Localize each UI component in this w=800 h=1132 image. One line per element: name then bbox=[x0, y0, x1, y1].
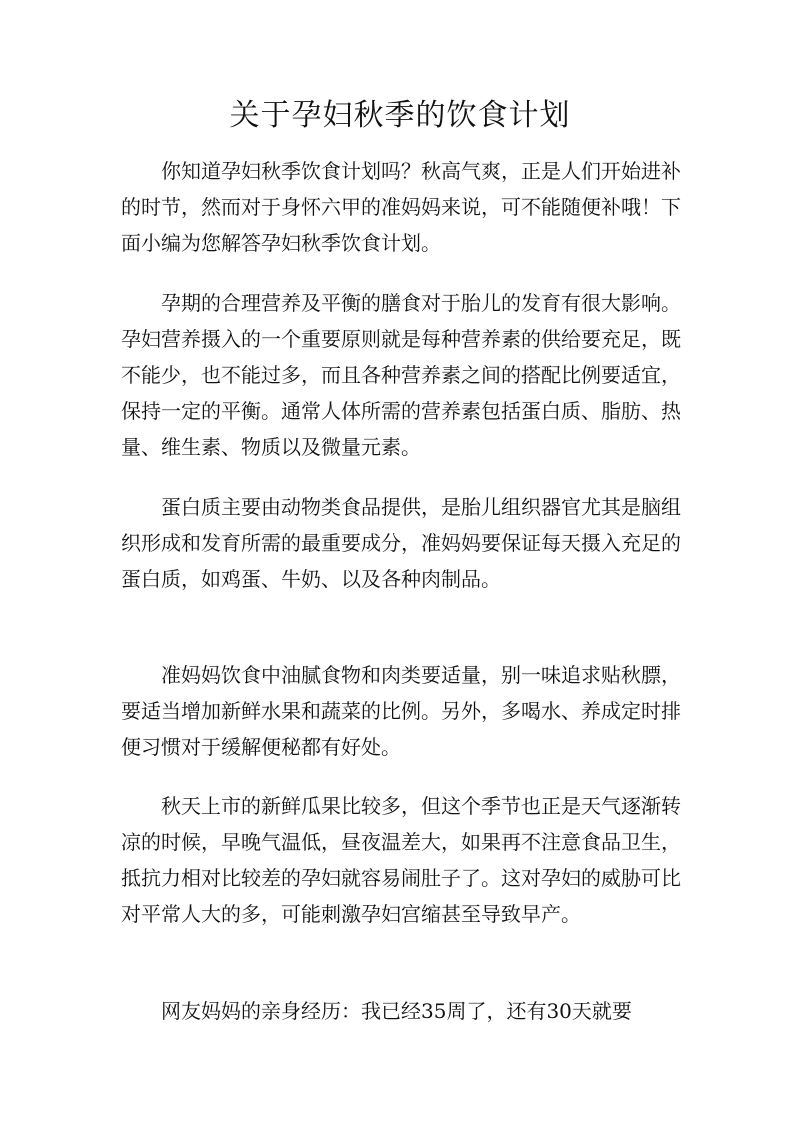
paragraph-greasy-food: 准妈妈饮食中油腻食物和肉类要适量，别一味追求贴秋膘，要适当增加新鲜水果和蔬菜的比例。另外，多喝水、养成定时排便习惯对于缓解便秘都有好处。 bbox=[121, 663, 681, 759]
paragraph-user-experience: 网友妈妈的亲身经历：我已经35周了，还有30天就要 bbox=[161, 999, 632, 1023]
paragraph-nutrition-balance: 孕期的合理营养及平衡的膳食对于胎儿的发育有很大影响。孕妇营养摄入的一个重要原则就是每种营养素的供给要充足，既不能少，也不能过多，而且各种营养素之间的搭配比例要适宜，保持一定的平衡。通常人体所需的营养素包括蛋白质、脂肪、热量、维生素、物质以及微量元素。 bbox=[121, 291, 681, 459]
paragraph-intro: 你知道孕妇秋季饮食计划吗？秋高气爽，正是人们开始进补的时节，然而对于身怀六甲的准妈妈来说，可不能随便补哦！下面小编为您解答孕妇秋季饮食计划。 bbox=[121, 159, 681, 255]
paragraph-food-hygiene: 秋天上市的新鲜瓜果比较多，但这个季节也正是天气逐渐转凉的时候，早晚气温低，昼夜温差大，如果再不注意食品卫生，抵抗力相对比较差的孕妇就容易闹肚子了。这对孕妇的威胁可比对平常人大的多，可能刺激孕妇宫缩甚至导致早产。 bbox=[121, 794, 681, 926]
document-title: 关于孕妇秋季的饮食计划 bbox=[229, 98, 571, 133]
paragraph-protein: 蛋白质主要由动物类食品提供，是胎儿组织器官尤其是脑组织形成和发育所需的最重要成分，准妈妈要保证每天摄入充足的蛋白质，如鸡蛋、牛奶、以及各种肉制品。 bbox=[121, 495, 681, 591]
